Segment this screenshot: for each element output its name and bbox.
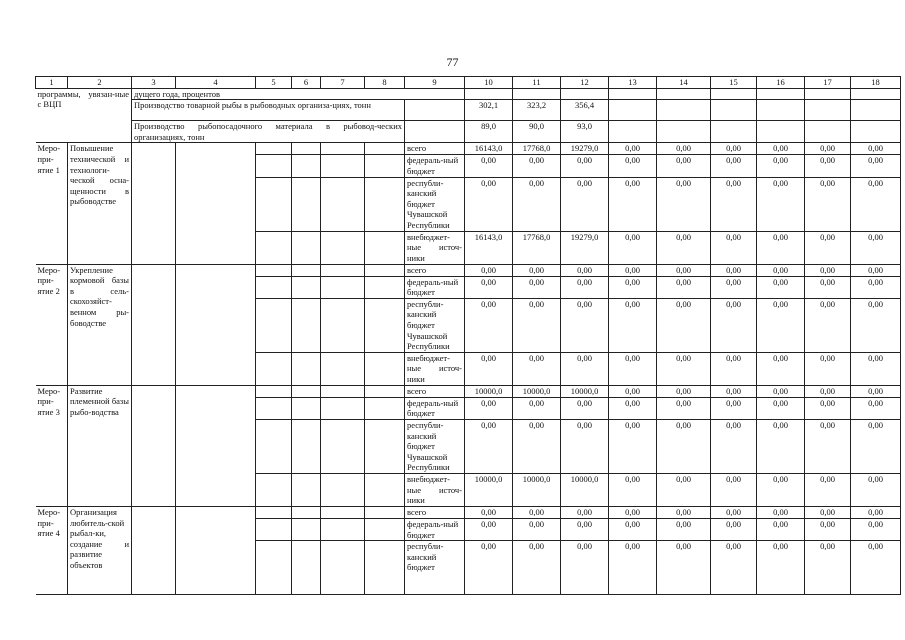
empty-cell: [365, 419, 405, 473]
indicator-text: Производство товарной рыбы в рыбоводных организа-циях, тонн: [132, 100, 405, 121]
funding-value: 0,00: [465, 419, 513, 473]
empty-cell: [132, 506, 176, 594]
column-number: 9: [405, 77, 465, 89]
funding-value: 0,00: [657, 143, 711, 155]
indicator-value: 323,2: [513, 100, 561, 121]
funding-value: 0,00: [657, 264, 711, 276]
funding-value: 0,00: [513, 155, 561, 177]
funding-value: 0,00: [851, 276, 901, 298]
empty-cell: [292, 352, 321, 385]
column-number: 13: [609, 77, 657, 89]
empty-cell: [292, 276, 321, 298]
funding-value: 10000,0: [513, 473, 561, 506]
empty-cell: [292, 518, 321, 540]
funding-value: 0,00: [711, 177, 757, 231]
funding-value: 0,00: [561, 352, 609, 385]
funding-value: 0,00: [805, 419, 851, 473]
empty-cell: [132, 143, 176, 264]
empty-cell: [609, 121, 657, 143]
funding-value: 0,00: [609, 541, 657, 595]
funding-value: 0,00: [805, 506, 851, 518]
funding-source: всего: [405, 385, 465, 397]
measure-name: Развитие племенной базы рыбо-водства: [68, 385, 132, 506]
column-number: 14: [657, 77, 711, 89]
measure-name: Организация любитель-ской рыбал-ки, создание и развитие объектов: [68, 506, 132, 594]
funding-value: 0,00: [609, 352, 657, 385]
funding-value: 0,00: [561, 276, 609, 298]
column-number: 8: [365, 77, 405, 89]
measure-name: Повышение технической и технологи-ческой осна-щенности в рыбоводстве: [68, 143, 132, 264]
funding-value: 0,00: [851, 385, 901, 397]
header-row: [36, 77, 901, 89]
funding-value: 0,00: [757, 397, 805, 419]
column-number: 4: [176, 77, 256, 89]
empty-cell: [321, 397, 365, 419]
empty-cell: [365, 541, 405, 595]
indicator-value: 93,0: [561, 121, 609, 143]
empty-cell: [292, 155, 321, 177]
funding-value: 0,00: [657, 419, 711, 473]
funding-value: 0,00: [465, 506, 513, 518]
table-row: [36, 385, 901, 397]
funding-value: 0,00: [657, 231, 711, 264]
funding-source: федераль-ный бюджет: [405, 397, 465, 419]
empty-cell: [321, 231, 365, 264]
funding-value: 0,00: [805, 276, 851, 298]
empty-cell: [321, 143, 365, 155]
empty-cell: [256, 155, 292, 177]
funding-value: 0,00: [711, 231, 757, 264]
funding-value: 0,00: [657, 276, 711, 298]
table-row: [36, 121, 901, 143]
funding-value: 0,00: [609, 506, 657, 518]
funding-value: 0,00: [851, 473, 901, 506]
empty-cell: [321, 298, 365, 352]
funding-value: 0,00: [657, 352, 711, 385]
funding-value: 0,00: [851, 541, 901, 595]
empty-cell: [609, 100, 657, 121]
empty-cell: [321, 506, 365, 518]
indicator-value: 90,0: [513, 121, 561, 143]
empty-cell: [256, 419, 292, 473]
funding-value: 0,00: [657, 397, 711, 419]
funding-value: 0,00: [561, 298, 609, 352]
funding-source: внебюджет-ные источ-ники: [405, 473, 465, 506]
funding-value: 0,00: [711, 397, 757, 419]
funding-value: 0,00: [805, 143, 851, 155]
empty-cell: [292, 397, 321, 419]
empty-cell: [321, 541, 365, 595]
column-number: 2: [68, 77, 132, 89]
funding-value: 17768,0: [513, 143, 561, 155]
empty-cell: [711, 121, 757, 143]
funding-value: 19279,0: [561, 231, 609, 264]
funding-source: федераль-ный бюджет: [405, 276, 465, 298]
empty-cell: [176, 385, 256, 506]
empty-cell: [256, 397, 292, 419]
funding-source: республи-канский бюджет Чувашской Республики: [405, 298, 465, 352]
column-number: 11: [513, 77, 561, 89]
measure-code: Меро-при-ятие 2: [36, 264, 68, 385]
funding-value: 19279,0: [561, 143, 609, 155]
empty-cell: [256, 177, 292, 231]
column-number: 6: [292, 77, 321, 89]
funding-value: 0,00: [609, 143, 657, 155]
funding-value: 0,00: [711, 352, 757, 385]
funding-value: 0,00: [609, 231, 657, 264]
empty-cell: [256, 143, 292, 155]
empty-cell: [321, 518, 365, 540]
table-row: [36, 88, 901, 100]
funding-value: 0,00: [757, 231, 805, 264]
funding-source: федераль-ный бюджет: [405, 155, 465, 177]
column-number: 15: [711, 77, 757, 89]
funding-value: 0,00: [561, 397, 609, 419]
funding-value: 0,00: [805, 298, 851, 352]
empty-cell: [365, 518, 405, 540]
funding-value: 0,00: [757, 298, 805, 352]
funding-value: 0,00: [513, 419, 561, 473]
funding-value: 0,00: [657, 506, 711, 518]
funding-source: всего: [405, 506, 465, 518]
funding-value: 0,00: [851, 518, 901, 540]
empty-cell: [256, 385, 292, 397]
funding-value: 0,00: [513, 264, 561, 276]
funding-value: 0,00: [561, 264, 609, 276]
funding-value: 0,00: [465, 397, 513, 419]
funding-value: 0,00: [805, 177, 851, 231]
column-number: 1: [36, 77, 68, 89]
funding-value: 0,00: [609, 264, 657, 276]
funding-value: 17768,0: [513, 231, 561, 264]
funding-value: 0,00: [805, 518, 851, 540]
empty-cell: [256, 264, 292, 276]
funding-value: 0,00: [757, 264, 805, 276]
empty-cell: [292, 177, 321, 231]
funding-value: 0,00: [465, 352, 513, 385]
column-number: 7: [321, 77, 365, 89]
funding-value: 0,00: [851, 506, 901, 518]
empty-cell: [851, 121, 901, 143]
funding-value: 0,00: [561, 518, 609, 540]
funding-value: 0,00: [561, 419, 609, 473]
funding-value: 0,00: [757, 541, 805, 595]
table-row: [36, 264, 901, 276]
empty-cell: [365, 385, 405, 397]
funding-value: 0,00: [757, 506, 805, 518]
column-number: 18: [851, 77, 901, 89]
funding-value: 0,00: [513, 276, 561, 298]
funding-value: 0,00: [711, 518, 757, 540]
funding-value: 0,00: [851, 397, 901, 419]
funding-value: 0,00: [711, 385, 757, 397]
funding-value: 0,00: [805, 385, 851, 397]
funding-source: республи-канский бюджет Чувашской Республики: [405, 419, 465, 473]
funding-value: 0,00: [851, 143, 901, 155]
empty-cell: [132, 264, 176, 385]
funding-value: 0,00: [609, 155, 657, 177]
funding-value: 0,00: [757, 473, 805, 506]
funding-value: 0,00: [657, 518, 711, 540]
funding-value: 0,00: [711, 419, 757, 473]
empty-cell: [365, 177, 405, 231]
funding-value: 0,00: [465, 177, 513, 231]
empty-cell: [292, 506, 321, 518]
empty-cell: [365, 276, 405, 298]
funding-value: 10000,0: [465, 473, 513, 506]
funding-value: 0,00: [465, 155, 513, 177]
empty-cell: [757, 121, 805, 143]
funding-source: внебюджет-ные источ-ники: [405, 352, 465, 385]
funding-value: 0,00: [711, 473, 757, 506]
empty-cell: [365, 155, 405, 177]
empty-cell: [256, 541, 292, 595]
funding-value: 0,00: [711, 298, 757, 352]
measure-name: Укрепление кормовой базы в сель-скохозяйст-венном ры-боводстве: [68, 264, 132, 385]
funding-value: 0,00: [805, 473, 851, 506]
indicator-value: 356,4: [561, 100, 609, 121]
empty-cell: [365, 352, 405, 385]
funding-value: 16143,0: [465, 231, 513, 264]
empty-cell: [805, 121, 851, 143]
empty-cell: [256, 506, 292, 518]
indicator-value: 302,1: [465, 100, 513, 121]
funding-value: 0,00: [513, 506, 561, 518]
empty-cell: [365, 397, 405, 419]
column-number: 3: [132, 77, 176, 89]
table-row: [36, 143, 901, 155]
funding-value: 0,00: [609, 298, 657, 352]
funding-value: 0,00: [805, 231, 851, 264]
funding-source: республи-канский бюджет: [405, 541, 465, 595]
funding-value: 0,00: [465, 264, 513, 276]
empty-cell: [365, 264, 405, 276]
empty-cell: [321, 155, 365, 177]
funding-value: 0,00: [513, 177, 561, 231]
funding-source: федераль-ный бюджет: [405, 518, 465, 540]
funding-value: 0,00: [711, 155, 757, 177]
column-number: 17: [805, 77, 851, 89]
empty-cell: [321, 385, 365, 397]
funding-value: 0,00: [609, 397, 657, 419]
funding-value: 0,00: [513, 352, 561, 385]
funding-value: 0,00: [513, 518, 561, 540]
empty-cell: [292, 385, 321, 397]
funding-value: 0,00: [757, 177, 805, 231]
funding-source: всего: [405, 264, 465, 276]
empty-cell: [176, 506, 256, 594]
funding-value: 0,00: [757, 143, 805, 155]
empty-cell: [321, 264, 365, 276]
empty-cell: [365, 143, 405, 155]
funding-source: внебюджет-ные источ-ники: [405, 231, 465, 264]
funding-value: 0,00: [465, 276, 513, 298]
funding-value: 10000,0: [561, 473, 609, 506]
funding-value: 0,00: [805, 541, 851, 595]
empty-cell: [365, 506, 405, 518]
funding-value: 10000,0: [561, 385, 609, 397]
funding-value: 0,00: [657, 298, 711, 352]
column-number: 16: [757, 77, 805, 89]
empty-cell: [365, 473, 405, 506]
empty-cell: [256, 518, 292, 540]
empty-cell: [292, 473, 321, 506]
funding-source: республи-канский бюджет Чувашской Республики: [405, 177, 465, 231]
empty-cell: [321, 473, 365, 506]
empty-cell: [657, 100, 711, 121]
column-number: 12: [561, 77, 609, 89]
indicator-value: 89,0: [465, 121, 513, 143]
funding-value: 0,00: [561, 155, 609, 177]
funding-value: 10000,0: [465, 385, 513, 397]
funding-value: 0,00: [757, 385, 805, 397]
measure-code: Меро-при-ятие 4: [36, 506, 68, 594]
funding-value: 0,00: [851, 419, 901, 473]
funding-value: 0,00: [711, 541, 757, 595]
program-text-cell: программы, увязан-ные с ВЦП: [36, 88, 132, 143]
empty-cell: [365, 298, 405, 352]
empty-cell: [292, 419, 321, 473]
empty-cell: [321, 419, 365, 473]
funding-value: 0,00: [465, 518, 513, 540]
table-row: [36, 506, 901, 518]
empty-cell: [757, 100, 805, 121]
funding-value: 0,00: [805, 155, 851, 177]
empty-cell: [321, 352, 365, 385]
funding-value: 0,00: [465, 298, 513, 352]
funding-value: 0,00: [757, 352, 805, 385]
column-number: 5: [256, 77, 292, 89]
program-table: [35, 76, 901, 595]
indicator-text: дущего года, процентов: [132, 88, 465, 100]
funding-value: 0,00: [757, 155, 805, 177]
measure-code: Меро-при-ятие 3: [36, 385, 68, 506]
empty-cell: [132, 385, 176, 506]
funding-value: 0,00: [609, 473, 657, 506]
funding-source: всего: [405, 143, 465, 155]
funding-value: 10000,0: [513, 385, 561, 397]
funding-value: 0,00: [609, 518, 657, 540]
empty-cell: [256, 276, 292, 298]
empty-cell: [292, 231, 321, 264]
funding-value: 0,00: [657, 155, 711, 177]
empty-cell: [805, 100, 851, 121]
funding-value: 0,00: [561, 541, 609, 595]
funding-value: 0,00: [657, 385, 711, 397]
funding-value: 0,00: [609, 385, 657, 397]
page-number: 77: [446, 55, 459, 69]
funding-value: 0,00: [711, 264, 757, 276]
funding-value: 0,00: [465, 541, 513, 595]
funding-value: 0,00: [805, 352, 851, 385]
empty-cell: [292, 298, 321, 352]
empty-cell: [256, 231, 292, 264]
funding-value: 16143,0: [465, 143, 513, 155]
funding-value: 0,00: [757, 276, 805, 298]
funding-value: 0,00: [711, 506, 757, 518]
empty-cell: [657, 121, 711, 143]
column-number: 10: [465, 77, 513, 89]
funding-value: 0,00: [657, 473, 711, 506]
empty-cell: [256, 298, 292, 352]
funding-value: 0,00: [757, 518, 805, 540]
empty-cell: [176, 143, 256, 264]
funding-value: 0,00: [851, 155, 901, 177]
funding-value: 0,00: [805, 264, 851, 276]
empty-cell: [292, 143, 321, 155]
funding-value: 0,00: [757, 419, 805, 473]
empty-cell: [292, 541, 321, 595]
empty-cell: [851, 100, 901, 121]
funding-value: 0,00: [513, 298, 561, 352]
funding-value: 0,00: [513, 397, 561, 419]
funding-value: 0,00: [711, 276, 757, 298]
funding-value: 0,00: [805, 397, 851, 419]
empty-cell: [256, 352, 292, 385]
empty-cell: [365, 231, 405, 264]
empty-cell: [176, 264, 256, 385]
funding-value: 0,00: [657, 541, 711, 595]
funding-value: 0,00: [851, 352, 901, 385]
funding-value: 0,00: [851, 298, 901, 352]
funding-value: 0,00: [513, 541, 561, 595]
funding-value: 0,00: [711, 143, 757, 155]
funding-value: 0,00: [851, 177, 901, 231]
empty-cell: [321, 177, 365, 231]
funding-value: 0,00: [609, 419, 657, 473]
funding-value: 0,00: [561, 506, 609, 518]
empty-cell: [292, 264, 321, 276]
empty-cell: [256, 473, 292, 506]
funding-value: 0,00: [851, 231, 901, 264]
indicator-text: Производство рыбопосадочного материала в рыбовод-ческих организациях, тонн: [132, 121, 405, 143]
funding-value: 0,00: [609, 177, 657, 231]
table-row: [36, 100, 901, 121]
measure-code: Меро-при-ятие 1: [36, 143, 68, 264]
funding-value: 0,00: [561, 177, 609, 231]
empty-cell: [321, 276, 365, 298]
funding-value: 0,00: [851, 264, 901, 276]
funding-value: 0,00: [657, 177, 711, 231]
empty-cell: [711, 100, 757, 121]
funding-value: 0,00: [609, 276, 657, 298]
